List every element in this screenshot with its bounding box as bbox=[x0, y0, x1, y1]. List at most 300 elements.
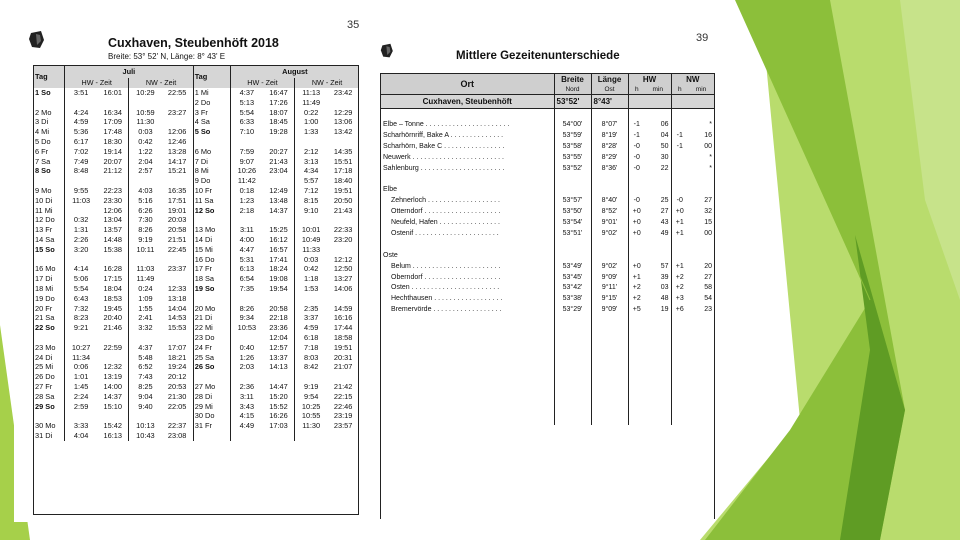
hw-hours: +0 bbox=[628, 218, 645, 229]
day-cell: 12 Do bbox=[35, 215, 55, 225]
col-subheader-nw-min: min bbox=[688, 85, 714, 95]
empty-cell bbox=[688, 403, 714, 414]
empty-cell bbox=[688, 360, 714, 371]
nw-hours: +2 bbox=[671, 283, 688, 294]
day-cell: 14 Sa bbox=[35, 234, 55, 244]
time-cell: 13:04 bbox=[103, 215, 123, 225]
empty-cell bbox=[645, 382, 671, 393]
empty-cell bbox=[554, 403, 591, 414]
hw-minutes: 39 bbox=[660, 273, 669, 281]
time-cell: 15:38 bbox=[103, 244, 123, 254]
day-cell: 18 Mi bbox=[35, 283, 54, 293]
empty-cell bbox=[688, 382, 714, 393]
day-cell bbox=[34, 333, 65, 343]
time-cell: 14:53 bbox=[167, 313, 187, 323]
day-cell: 30 Mo bbox=[35, 421, 56, 431]
time-cell bbox=[263, 431, 295, 441]
nw-hours: -0 bbox=[671, 196, 688, 207]
empty-cell bbox=[628, 360, 645, 371]
empty-cell bbox=[645, 349, 671, 360]
time-cell: 4:37 bbox=[129, 343, 162, 353]
table-row bbox=[34, 402, 359, 412]
time-cell: 10:59 bbox=[129, 108, 162, 118]
day-cell: 10 Di bbox=[35, 195, 53, 205]
time-cell bbox=[162, 274, 194, 284]
nw-minutes: 27 bbox=[704, 273, 713, 281]
time-cell: 10:29 bbox=[129, 88, 162, 98]
station-breite: 53°58' bbox=[554, 142, 591, 153]
day-cell: 17 Fr bbox=[193, 264, 230, 274]
time-cell: 11:49 bbox=[295, 98, 328, 108]
empty-cell bbox=[554, 174, 591, 185]
station-breite: 53°51' bbox=[554, 229, 591, 240]
station-breite: 53°59' bbox=[554, 131, 591, 142]
empty-cell bbox=[688, 316, 714, 327]
time-cell: 4:59 bbox=[65, 117, 98, 127]
empty-cell bbox=[688, 240, 714, 251]
station-breite: 53°29' bbox=[554, 305, 591, 316]
station-laenge: 9°02' bbox=[591, 262, 628, 273]
nw-minutes: 00 bbox=[704, 142, 713, 150]
time-cell bbox=[97, 411, 129, 421]
day-cell bbox=[193, 215, 230, 225]
time-cell: 15:25 bbox=[269, 225, 288, 235]
time-cell: 0:03 bbox=[295, 255, 328, 265]
time-cell bbox=[327, 98, 359, 108]
spacer-row bbox=[381, 240, 714, 251]
time-cell bbox=[97, 333, 129, 343]
empty-cell bbox=[591, 403, 628, 414]
day-cell: 3 Fr bbox=[193, 108, 230, 118]
time-cell: 14:06 bbox=[333, 283, 353, 293]
time-cell bbox=[162, 117, 194, 127]
empty-cell bbox=[671, 327, 688, 338]
time-cell: 18:24 bbox=[269, 264, 288, 274]
time-cell: 20:58 bbox=[269, 303, 288, 313]
publisher-logo-icon bbox=[380, 43, 396, 59]
day-cell: 23 Mo bbox=[35, 342, 56, 352]
day-cell: 3 Di bbox=[35, 117, 49, 127]
station-name: Hechthausen . . . . . . . . . . . . . . . . . . bbox=[391, 295, 503, 303]
hw-hours: -1 bbox=[628, 131, 645, 142]
time-cell: 19:28 bbox=[269, 127, 288, 137]
time-cell: 5:16 bbox=[129, 196, 162, 206]
station-name: Otterndorf . . . . . . . . . . . . . . . . . . . . bbox=[391, 208, 501, 216]
station-laenge: 9°09' bbox=[591, 273, 628, 284]
empty-cell bbox=[688, 349, 714, 360]
day-cell: 24 Di bbox=[35, 352, 53, 362]
nw-minutes: * bbox=[709, 120, 713, 128]
time-cell: 9:04 bbox=[129, 392, 162, 402]
time-cell: 0:32 bbox=[65, 215, 98, 225]
page-subtitle: Breite: 53° 52' N, Länge: 8° 43' E bbox=[108, 52, 226, 61]
empty-cell bbox=[381, 338, 554, 349]
time-cell: 6:26 bbox=[129, 206, 162, 216]
empty-cell bbox=[688, 185, 714, 196]
time-cell: 17:41 bbox=[269, 254, 288, 264]
time-cell: 16:28 bbox=[103, 264, 123, 274]
day-cell: 28 Sa bbox=[35, 391, 55, 401]
hw-hours: +2 bbox=[628, 294, 645, 305]
day-cell: 17 Di bbox=[35, 274, 53, 284]
time-cell: 4:04 bbox=[65, 431, 98, 441]
spacer-row bbox=[381, 349, 714, 360]
time-cell: 12:57 bbox=[269, 342, 288, 352]
day-cell: 30 Do bbox=[193, 411, 230, 421]
time-cell: 12:29 bbox=[333, 107, 353, 117]
day-cell: 27 Mo bbox=[193, 382, 230, 392]
time-cell: 19:24 bbox=[167, 362, 187, 372]
time-cell: 4:37 bbox=[230, 88, 263, 98]
time-cell: 17:51 bbox=[167, 195, 187, 205]
table-row bbox=[381, 283, 714, 294]
time-cell: 23:20 bbox=[333, 234, 353, 244]
time-cell: 8:23 bbox=[65, 313, 98, 323]
day-cell: 16 Do bbox=[193, 255, 230, 265]
time-cell: 21:07 bbox=[333, 362, 353, 372]
time-cell bbox=[97, 255, 129, 265]
empty-cell bbox=[645, 251, 671, 262]
time-cell: 9:07 bbox=[230, 157, 263, 167]
table-row bbox=[34, 117, 359, 127]
time-cell: 9:21 bbox=[65, 323, 98, 333]
empty-cell bbox=[591, 360, 628, 371]
time-cell bbox=[295, 137, 328, 147]
time-cell: 1:33 bbox=[295, 127, 328, 137]
time-cell: 10:11 bbox=[129, 245, 162, 255]
time-cell: 14:00 bbox=[103, 381, 123, 391]
station-name: Zehnerloch . . . . . . . . . . . . . . . . . . . bbox=[391, 197, 500, 205]
nw-minutes: 23 bbox=[704, 306, 713, 314]
group-title: Oste bbox=[383, 251, 398, 259]
day-cell: 1 Mi bbox=[193, 88, 230, 98]
empty-cell bbox=[671, 392, 688, 403]
table-row bbox=[34, 157, 359, 167]
empty-cell bbox=[591, 251, 628, 262]
time-cell: 2:03 bbox=[230, 362, 263, 372]
nw-hours: +0 bbox=[671, 207, 688, 218]
station-breite: 53°45' bbox=[554, 273, 591, 284]
reference-station-name: Cuxhaven, Steubenhöft bbox=[381, 95, 554, 109]
day-cell: 7 Sa bbox=[35, 156, 51, 166]
time-cell: 12:32 bbox=[103, 362, 123, 372]
day-cell bbox=[193, 137, 230, 147]
time-cell: 19:08 bbox=[269, 274, 288, 284]
col-header-breite: Breite bbox=[554, 74, 591, 85]
time-cell: 4:47 bbox=[230, 245, 263, 255]
table-row bbox=[34, 137, 359, 147]
empty-cell bbox=[554, 338, 591, 349]
time-cell: 11:33 bbox=[295, 245, 328, 255]
time-cell: 18:58 bbox=[333, 332, 353, 342]
empty-cell bbox=[645, 174, 671, 185]
spacer-row bbox=[381, 327, 714, 338]
empty-cell bbox=[671, 349, 688, 360]
page-title: Mittlere Gezeitenunterschiede bbox=[456, 50, 620, 62]
time-cell: 13:06 bbox=[333, 117, 353, 127]
hw-minutes: 25 bbox=[660, 197, 669, 205]
time-cell: 13:27 bbox=[333, 274, 353, 284]
time-cell: 22:33 bbox=[333, 225, 353, 235]
time-cell: 14:48 bbox=[103, 234, 123, 244]
table-row bbox=[34, 166, 359, 176]
time-cell: 16:35 bbox=[167, 185, 187, 195]
hw-minutes: 22 bbox=[660, 164, 669, 172]
empty-cell bbox=[591, 316, 628, 327]
time-cell: 14:17 bbox=[167, 156, 187, 166]
empty-cell bbox=[554, 185, 591, 196]
spacer-row bbox=[381, 109, 714, 120]
time-cell bbox=[129, 98, 162, 108]
empty-cell bbox=[628, 174, 645, 185]
hw-hours: +5 bbox=[628, 305, 645, 316]
table-row bbox=[34, 333, 359, 343]
col-header-hw-july: HW - Zeit bbox=[65, 78, 129, 88]
time-cell: 16:57 bbox=[269, 244, 288, 254]
time-cell: 22:55 bbox=[167, 88, 187, 97]
time-cell: 0:18 bbox=[230, 186, 263, 196]
station-laenge: 8°52' bbox=[591, 207, 628, 218]
day-cell: 2 Do bbox=[193, 98, 230, 108]
day-cell: 25 Sa bbox=[193, 353, 230, 363]
tide-table bbox=[34, 66, 359, 441]
time-cell: 2:24 bbox=[65, 392, 98, 402]
time-cell: 19:51 bbox=[333, 185, 353, 195]
hw-minutes: 49 bbox=[660, 229, 669, 237]
station-laenge: 9°02' bbox=[591, 229, 628, 240]
time-cell: 10:49 bbox=[295, 235, 328, 245]
time-cell: 0:42 bbox=[295, 264, 328, 274]
time-cell: 6:54 bbox=[230, 274, 263, 284]
table-row bbox=[34, 274, 359, 284]
empty-cell bbox=[645, 185, 671, 196]
time-cell: 3:37 bbox=[295, 313, 328, 323]
station-laenge: 8°07' bbox=[591, 120, 628, 131]
hw-minutes: 27 bbox=[660, 208, 669, 216]
time-cell: 12:50 bbox=[333, 264, 353, 274]
time-cell bbox=[162, 255, 194, 265]
time-cell bbox=[327, 294, 359, 304]
time-cell: 4:49 bbox=[230, 421, 263, 431]
empty-cell bbox=[381, 240, 554, 251]
empty-cell bbox=[671, 316, 688, 327]
day-cell: 25 Mi bbox=[35, 362, 54, 372]
time-cell: 23:30 bbox=[103, 195, 123, 205]
time-cell: 20:40 bbox=[103, 313, 123, 323]
station-breite: 54°00' bbox=[554, 120, 591, 131]
nw-hours bbox=[671, 153, 688, 164]
reference-station-row bbox=[381, 95, 714, 109]
time-cell bbox=[129, 176, 162, 186]
col-subheader-hw-min: min bbox=[645, 85, 671, 95]
time-cell: 0:40 bbox=[230, 343, 263, 353]
time-cell bbox=[65, 206, 98, 216]
empty-cell bbox=[645, 316, 671, 327]
col-subheader-hw-h: h bbox=[628, 85, 645, 95]
time-cell: 23:42 bbox=[333, 88, 353, 97]
table-row bbox=[381, 305, 714, 316]
time-cell: 1:31 bbox=[65, 225, 98, 235]
time-cell: 6:13 bbox=[230, 264, 263, 274]
day-cell: 26 So bbox=[193, 362, 230, 372]
time-cell: 10:43 bbox=[129, 431, 162, 441]
time-cell: 14:59 bbox=[333, 303, 353, 313]
spacer-row bbox=[381, 392, 714, 403]
spacer-row bbox=[381, 371, 714, 382]
empty-cell bbox=[645, 403, 671, 414]
spacer-row bbox=[381, 360, 714, 371]
time-cell: 18:04 bbox=[103, 283, 123, 293]
day-cell: 2 Mo bbox=[35, 107, 52, 117]
day-cell: 6 Mo bbox=[193, 147, 230, 157]
time-cell: 9:54 bbox=[295, 392, 328, 402]
time-cell: 21:43 bbox=[333, 205, 353, 215]
time-cell: 15:21 bbox=[167, 166, 187, 176]
empty-cell bbox=[645, 414, 671, 425]
empty-cell bbox=[688, 414, 714, 425]
day-cell: 19 So bbox=[193, 284, 230, 294]
empty-cell bbox=[628, 403, 645, 414]
time-cell: 19:45 bbox=[103, 303, 123, 313]
time-cell: 8:15 bbox=[295, 196, 328, 206]
reference-station-laenge: 8°43' bbox=[591, 95, 628, 109]
tide-differences-page bbox=[378, 30, 718, 518]
time-cell: 22:59 bbox=[103, 342, 123, 352]
spacer-row bbox=[381, 403, 714, 414]
day-cell: 18 Sa bbox=[193, 274, 230, 284]
empty-cell bbox=[554, 327, 591, 338]
time-cell: 19:51 bbox=[333, 342, 353, 352]
nw-minutes: 15 bbox=[704, 219, 713, 227]
empty-cell bbox=[671, 360, 688, 371]
time-cell: 3:13 bbox=[295, 157, 328, 167]
day-cell: 15 Mi bbox=[193, 245, 230, 255]
empty-cell bbox=[671, 240, 688, 251]
nw-hours: +2 bbox=[671, 273, 688, 284]
time-cell: 8:48 bbox=[65, 166, 98, 176]
time-cell: 13:28 bbox=[167, 146, 187, 156]
time-cell bbox=[129, 333, 162, 343]
time-cell: 14:37 bbox=[269, 205, 288, 215]
time-cell: 0:06 bbox=[65, 362, 98, 372]
spacer-row bbox=[381, 316, 714, 327]
page-title: Cuxhaven, Steubenhöft 2018 bbox=[108, 36, 279, 50]
day-cell: 20 Fr bbox=[35, 303, 53, 313]
time-cell: 0:03 bbox=[129, 127, 162, 137]
time-cell bbox=[162, 176, 194, 186]
time-cell: 11:30 bbox=[129, 117, 162, 127]
time-cell: 16:34 bbox=[103, 107, 123, 117]
empty-cell bbox=[671, 403, 688, 414]
table-row bbox=[381, 164, 714, 175]
time-cell: 20:03 bbox=[167, 215, 187, 225]
nw-minutes: * bbox=[709, 153, 713, 161]
time-cell: 6:43 bbox=[65, 294, 98, 304]
empty-cell bbox=[645, 371, 671, 382]
nw-minutes: 27 bbox=[704, 197, 713, 205]
day-cell: 22 So bbox=[35, 323, 55, 333]
time-cell: 13:42 bbox=[333, 127, 353, 137]
time-cell: 16:12 bbox=[269, 234, 288, 244]
nw-hours: +1 bbox=[671, 229, 688, 240]
time-cell bbox=[162, 333, 194, 343]
table-row bbox=[34, 196, 359, 206]
time-cell: 17:03 bbox=[269, 421, 288, 431]
time-cell: 1:53 bbox=[295, 284, 328, 294]
station-breite: 53°54' bbox=[554, 218, 591, 229]
time-cell: 20:31 bbox=[333, 352, 353, 362]
time-cell: 5:13 bbox=[230, 98, 263, 108]
hw-hours: -0 bbox=[628, 196, 645, 207]
empty-cell bbox=[688, 251, 714, 262]
station-laenge: 8°28' bbox=[591, 142, 628, 153]
time-cell: 17:15 bbox=[103, 274, 123, 284]
time-cell bbox=[327, 137, 359, 147]
time-cell: 15:42 bbox=[103, 421, 123, 431]
time-cell bbox=[97, 353, 129, 363]
time-cell: 2:59 bbox=[65, 402, 98, 412]
empty-cell bbox=[554, 349, 591, 360]
time-cell: 18:21 bbox=[167, 352, 187, 362]
col-subheader-ost: Ost bbox=[591, 85, 628, 95]
table-row bbox=[381, 262, 714, 273]
time-cell: 10:26 bbox=[230, 166, 263, 176]
time-cell: 6:17 bbox=[65, 137, 98, 147]
time-cell: 16:01 bbox=[103, 88, 123, 97]
tide-differences-table bbox=[381, 74, 714, 425]
time-cell: 17:07 bbox=[167, 342, 187, 352]
time-cell: 7:18 bbox=[295, 343, 328, 353]
time-cell: 12:46 bbox=[167, 136, 187, 146]
empty-cell bbox=[628, 316, 645, 327]
table-row bbox=[34, 323, 359, 333]
time-cell: 22:23 bbox=[103, 185, 123, 195]
empty-cell bbox=[554, 392, 591, 403]
time-cell: 8:26 bbox=[230, 304, 263, 314]
page-number: 35 bbox=[347, 19, 360, 31]
table-row bbox=[34, 127, 359, 137]
time-cell: 23:04 bbox=[269, 166, 288, 176]
empty-cell bbox=[628, 414, 645, 425]
time-cell: 1:18 bbox=[295, 274, 328, 284]
time-cell: 23:19 bbox=[333, 411, 353, 421]
time-cell: 20:50 bbox=[333, 195, 353, 205]
table-row bbox=[34, 108, 359, 118]
time-cell: 12:04 bbox=[269, 332, 288, 342]
time-cell: 11:03 bbox=[65, 196, 98, 206]
time-cell: 15:51 bbox=[333, 156, 353, 166]
time-cell: 17:44 bbox=[333, 323, 353, 333]
time-cell: 9:10 bbox=[295, 206, 328, 216]
time-cell: 1:45 bbox=[65, 382, 98, 392]
time-cell: 19:14 bbox=[103, 146, 123, 156]
day-cell bbox=[34, 98, 65, 108]
time-cell bbox=[129, 255, 162, 265]
empty-cell bbox=[381, 327, 554, 338]
time-cell: 13:57 bbox=[103, 225, 123, 235]
time-cell: 11:34 bbox=[65, 353, 98, 363]
publisher-logo-icon bbox=[28, 31, 48, 49]
group-title-row bbox=[381, 185, 714, 196]
time-cell bbox=[295, 431, 328, 441]
time-cell: 18:53 bbox=[103, 293, 123, 303]
time-cell: 10:55 bbox=[295, 411, 328, 421]
table-row bbox=[34, 147, 359, 157]
empty-cell bbox=[591, 382, 628, 393]
empty-cell bbox=[688, 338, 714, 349]
empty-cell bbox=[381, 403, 554, 414]
empty-cell bbox=[381, 360, 554, 371]
